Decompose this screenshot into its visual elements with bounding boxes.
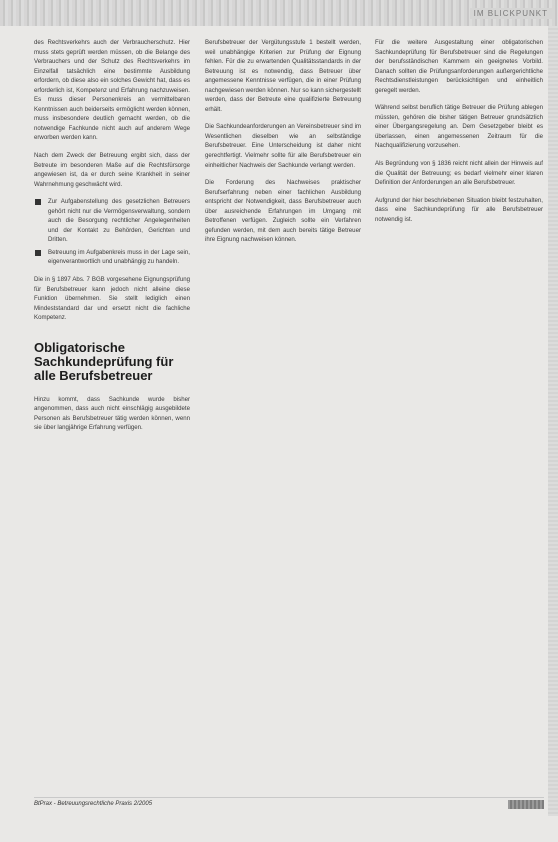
paragraph: Aufgrund der hier beschriebenen Situation bleibt festzuhalten, dass eine Sachkundeprüfung für alle Berufsbetreuer notwendig ist. bbox=[375, 196, 543, 223]
paragraph: Für die weitere Ausgestaltung einer obligatorischen Sachkundeprüfung für Berufsbetreuer sind die Regelungen der berufsständischen Kammern ein geeignetes Vorbild. Danach sollten die Prüfungsanforderungen außergerichtliche Rechtsdienstleistungen berücksichtigen und einheitlich geregelt werden. bbox=[375, 39, 543, 94]
paragraph: Hinzu kommt, dass Sachkunde wurde bisher angenommen, dass auch nicht einschlägig ausgebildete Personen als Berufsbetreuer tätig werden können, wenn sie über langjährige Erfahrung verfügen. bbox=[34, 395, 190, 432]
list-item-text: Betreuung im Aufgabenkreis muss in der Lage sein, eigenverantwortlich und unabhängig zu handeln. bbox=[48, 248, 190, 266]
text-column-3 bbox=[375, 38, 543, 232]
paragraph: Als Begründung von § 1836 reicht nicht allein der Hinweis auf die Qualität der Betreuung; es bedarf vielmehr einer klaren Definition der Anforderungen an alle Berufsbetreuer. bbox=[375, 160, 543, 187]
section-heading: Obligatorische Sachkundeprüfung für alle Berufsbetreuer bbox=[34, 339, 174, 383]
paragraph: Die Sachkundeanforderungen an Vereinsbetreuer sind im Wesentlichen dieselben wie an selbständige Berufsbetreuer. Eine Unterscheidung ist daher nicht gerechtfertigt. Vielmehr sollte für alle Berufsbetreuer ein einheitlicher Nachweis der Sachkunde verlangt werden. bbox=[205, 123, 361, 169]
list-item bbox=[34, 248, 190, 267]
scan-side-band bbox=[548, 26, 558, 816]
paragraph: Während selbst beruflich tätige Betreuer die Prüfung ablegen müssten, gehören die bisher tätigen Betreuer grundsätzlich einer Übergangsregelung an. Dem Gesetzgeber bleibt es überlassen, einen angemessenen Zeitraum für die Nachqualifizierung vorzusehen. bbox=[375, 104, 543, 150]
paragraph: Die Forderung des Nachweises praktischer Berufserfahrung neben einer fachlichen Ausbildung entspricht der Notwendigkeit, dass Berufsbetreuer auch über ausreichende Erfahrungen im Umgang mit Betroffenen verfügen. Zugleich sollte ein Verfahren gefunden werden, mit dem auch bereits tätige Betreuer ihre Eignung nachweisen können. bbox=[205, 179, 361, 244]
footer-divider bbox=[34, 797, 544, 798]
paragraph: Nach dem Zweck der Betreuung ergibt sich, dass der Betreute im besonderen Maße auf die Rechtsfürsorge angewiesen ist, da er durch seine Krankheit in seiner Wahrnehmung geschwächt wird. bbox=[34, 152, 190, 188]
paragraph: des Rechtsverkehrs auch der Verbraucherschutz. Hier muss stets geprüft werden müssen, ob die Belange des Verbrauchers und der Schutz des Rechtsverkehrs im Einzelfall tatsächlich eine bestimmte Ausbildung erfordern, ob diese also ein solches Gewicht hat, dass es erforderlich ist, Kompetenz und Erfahrung nachzuweisen. Es muss dieser Personenkreis an vermittelbaren Kenntnissen auch beiderseits ermöglicht werden können, muss insbesondere deutlich gemacht werden, ob die notwendige Fachkunde nicht auch auf anderem Wege erworben werden kann. bbox=[34, 39, 190, 142]
paragraph: Berufsbetreuer der Vergütungsstufe 1 bestellt werden, weil unabhängige Kriterien zur Prüfung der Eignung fehlen. Für die zu erwartenden Qualitätsstandards in der Betreuung ist es notwendig, dass Betreuer über angemessene Kenntnisse verfügen, die in einer Prüfung nachgewiesen werden können. Nur so kann sichergestellt werden, dass der Betreute eine qualifizierte Betreuung erhält. bbox=[205, 39, 361, 113]
footer-bar-decoration bbox=[508, 800, 544, 809]
square-bullet-icon bbox=[35, 199, 41, 205]
section-tag: IM BLICKPUNKT bbox=[470, 8, 552, 19]
text-column-2 bbox=[205, 38, 361, 253]
text-column-1 bbox=[34, 38, 190, 441]
list-item bbox=[34, 197, 190, 245]
list-item-text: Zur Aufgabenstellung des gesetzlichen Betreuers gehört nicht nur die Vermögensverwaltung, sondern auch die Besorgung rechtlicher Angelegenheiten und der Kontakt zu Behörden, Gerichten und Dritten. bbox=[48, 198, 190, 244]
paragraph: Die in § 1897 Abs. 7 BGB vorgesehene Eignungsprüfung für Berufsbetreuer kann jedoch nicht alleine diese Funktion übernehmen. Sie stellt lediglich einen Mindeststandard dar und ersetzt nicht die fachliche Kompetenz. bbox=[34, 276, 190, 322]
square-bullet-icon bbox=[35, 250, 41, 256]
bullet-list bbox=[34, 197, 190, 267]
page-footer: BtPrax - Betreuungsrechtliche Praxis 2/2005 bbox=[34, 801, 153, 807]
scan-top-band bbox=[0, 0, 558, 26]
